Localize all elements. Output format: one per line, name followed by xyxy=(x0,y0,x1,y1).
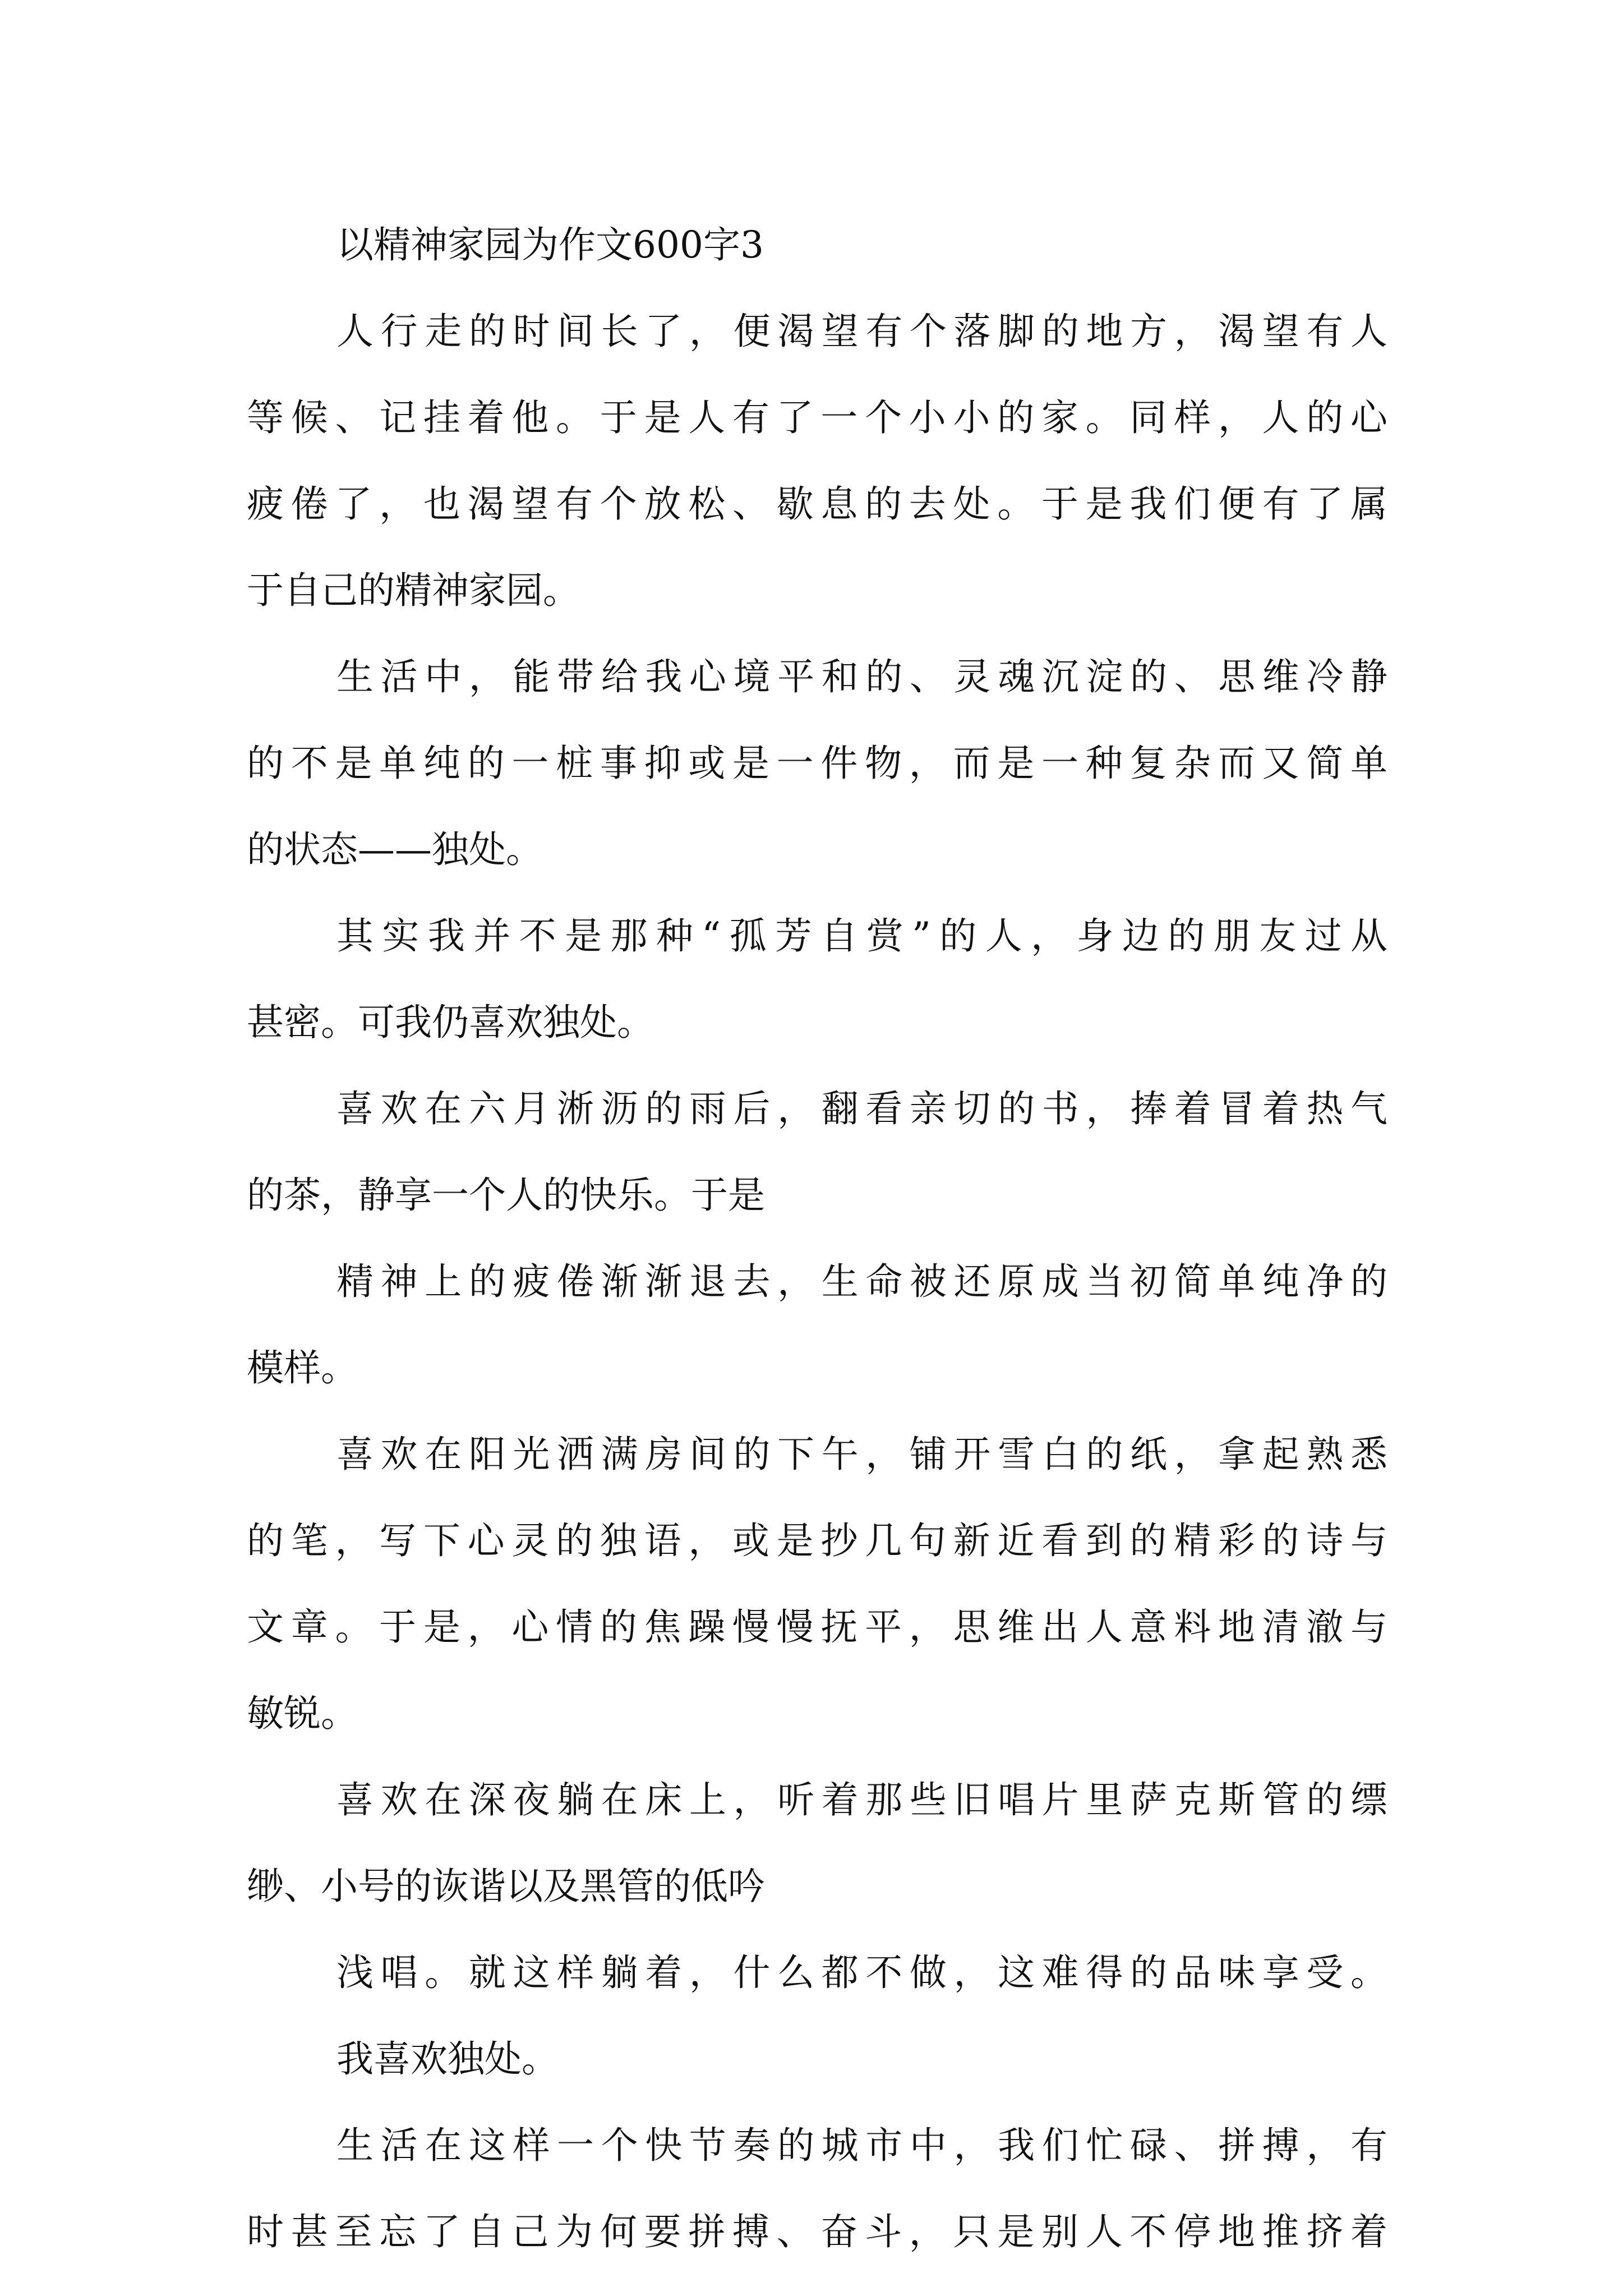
essay-title: 以精神家园为作文600字3 xyxy=(336,223,764,266)
text-line: 我喜欢独处。 xyxy=(336,2037,559,2081)
text-line: 时甚至忘了自己为何要拼搏、奋斗，只是别人不停地推挤着 xyxy=(247,2210,1387,2253)
text-line: 文章。于是，心情的焦躁慢慢抚平，思维出人意料地清澈与 xyxy=(247,1605,1387,1649)
text-line: 喜欢在六月淅沥的雨后，翻看亲切的书，捧着冒着热气 xyxy=(336,1087,1387,1130)
text-line: 人行走的时间长了，便渴望有个落脚的地方，渴望有人 xyxy=(336,310,1387,353)
text-line: 的状态——独处。 xyxy=(247,828,543,871)
text-line: 甚密。可我仍喜欢独处。 xyxy=(247,1001,654,1044)
essay-body xyxy=(247,202,1387,2275)
text-line: 浅唱。就这样躺着，什么都不做，这难得的品味享受。 xyxy=(336,1951,1387,1994)
text-line: 模样。 xyxy=(247,1346,358,1389)
text-line: 敏锐。 xyxy=(247,1692,358,1735)
text-line: 的茶，静享一个人的快乐。于是 xyxy=(247,1174,765,1217)
text-line: 精神上的疲倦渐渐退去，生命被还原成当初简单纯净的 xyxy=(336,1260,1387,1303)
text-line: 疲倦了，也渴望有个放松、歇息的去处。于是我们便有了属 xyxy=(247,482,1387,526)
text-line: 喜欢在阳光洒满房间的下午，铺开雪白的纸，拿起熟悉 xyxy=(336,1433,1387,1476)
text-line: 其实我并不是那种“孤芳自赏”的人，身边的朋友过从 xyxy=(336,914,1387,958)
text-line: 于自己的精神家园。 xyxy=(247,569,580,612)
text-line: 的笔，写下心灵的独语，或是抄几句新近看到的精彩的诗与 xyxy=(247,1519,1387,1562)
text-line: 缈、小号的诙谐以及黑管的低吟 xyxy=(247,1865,765,1908)
text-line: 喜欢在深夜躺在床上，听着那些旧唱片里萨克斯管的缥 xyxy=(336,1778,1387,1821)
text-line: 等候、记挂着他。于是人有了一个小小的家。同样，人的心 xyxy=(247,396,1387,439)
text-line: 生活在这样一个快节奏的城市中，我们忙碌、拼搏，有 xyxy=(336,2124,1387,2167)
text-line: 的不是单纯的一桩事抑或是一件物，而是一种复杂而又简单 xyxy=(247,742,1387,785)
text-line: 生活中，能带给我心境平和的、灵魂沉淀的、思维冷静 xyxy=(336,655,1387,698)
